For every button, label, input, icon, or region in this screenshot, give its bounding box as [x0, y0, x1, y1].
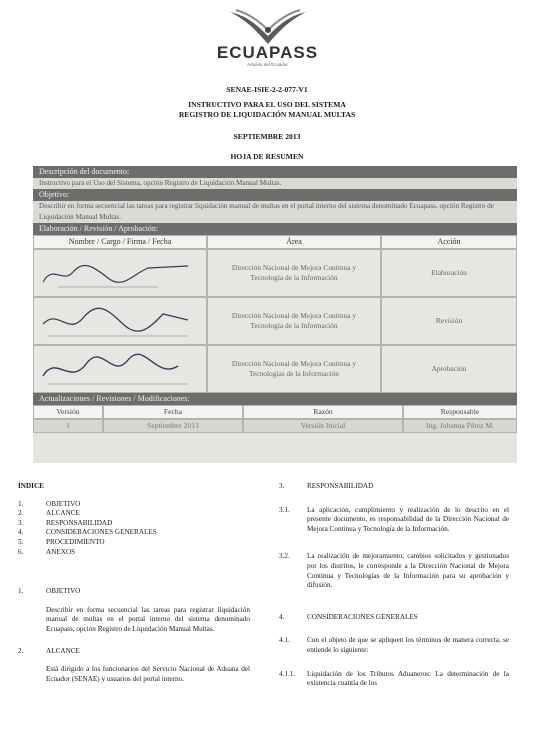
section-number: 1.: [18, 587, 24, 596]
index-title: ÍNDICE: [18, 482, 44, 490]
index-item-number: 3.: [18, 518, 24, 527]
index-item: [18, 519, 250, 529]
condor-icon: [228, 6, 308, 46]
section-objetivo-text: Describir en forma secuencial las tareas para registrar liquidación manual de multas en el portal interno del sistema denominado Ecuapass, opción Registro de Liquidación Manual Multas.: [46, 605, 250, 633]
column-header-responsible: Responsable: [403, 405, 517, 419]
column-header-name: Nombre / Cargo / Firma / Fecha: [33, 235, 207, 249]
index-item-label: RESPONSABILIDAD: [46, 518, 113, 527]
workflow-label: Elaboración / Revisión / Aprobación:: [33, 223, 517, 235]
section-responsabilidad-heading: [279, 482, 509, 492]
subsection-3-2: [279, 552, 509, 590]
logo-tagline: Aduana del Ecuador: [247, 62, 288, 67]
document-title-line1: INSTRUCTIVO PARA EL USO DEL SISTEMA: [188, 100, 346, 109]
section-title: OBJETIVO: [46, 587, 81, 596]
updates-label: Actualizaciones / Revisiones / Modificaciones:: [33, 393, 517, 405]
column-header-reason: Razón: [243, 405, 403, 419]
subsection-4-1-1: [279, 670, 509, 689]
handwritten-signature-icon: [38, 254, 198, 294]
signature-cell: [33, 345, 207, 393]
subsection-text: Liquidación de los Tributos Aduaneros: La determinación de la existencia cuantía de los: [307, 669, 509, 688]
objective-label: Objetivo:: [33, 189, 517, 201]
workflow-action-cell: Revisión: [381, 297, 517, 345]
section-number: 2.: [18, 646, 24, 655]
workflow-action-cell: Elaboración: [381, 249, 517, 297]
summary-heading: HOJA DE RESUMEN: [230, 152, 304, 161]
section-number: 3.: [279, 482, 285, 490]
subsection-number: 4.1.: [279, 636, 290, 645]
subsection-number: 3.2.: [279, 552, 290, 561]
section-number: 4.: [279, 612, 285, 621]
section-consideraciones-heading: [279, 613, 509, 623]
section-alcance-text: Está dirigido a los funcionarios del Servicio Nacional de Aduana del Ecuador (SENAE) y usuarios del portal interno.: [46, 665, 250, 683]
column-header-version: Versión: [33, 405, 103, 419]
index-item: [18, 528, 250, 538]
workflow-area-cell: Dirección Nacional de Mejora Continua y Tecnología de la Información: [207, 249, 381, 297]
right-column: [279, 482, 509, 689]
signature-cell: [33, 297, 207, 345]
workflow-table: [33, 235, 517, 393]
summary-table: [33, 166, 517, 463]
left-column: [18, 482, 250, 684]
index-item-label: ALCANCE: [46, 509, 80, 518]
document-code: SENAE-ISIE-2-2-077-V1: [226, 85, 308, 94]
signature-cell: [33, 249, 207, 297]
index-item-number: 4.: [18, 528, 24, 537]
index-item-number: 2.: [18, 509, 24, 518]
section-alcance-heading: [18, 647, 250, 657]
column-header-date: Fecha: [103, 405, 243, 419]
subsection-text: La aplicación, cumplimiento y realización de lo descrito en el presente documento, es responsabilidad de la Dirección Nacional de Mejora Continua y Tecnología de la Información.: [307, 505, 509, 533]
workflow-area-cell: Dirección Nacional de Mejora Continua y Tecnologías de la Información: [207, 345, 381, 393]
subsection-text: La realización de mejoramiento, cambios solicitados y gestionados por los distritos, le corresponde a la Dirección Nacional de Mejora Continua y Tecnologías de la Información para su aprobación y difusión.: [307, 552, 509, 590]
section-title: RESPONSABILIDAD: [307, 482, 374, 490]
index-item-label: OBJETIVO: [46, 499, 81, 508]
updates-table: [33, 405, 517, 433]
document-title-line2: REGISTRO DE LIQUIDACIÓN MANUAL MULTAS: [178, 110, 356, 119]
update-version-cell: 1: [33, 419, 103, 433]
description-label: Descripción del documento:: [33, 166, 517, 178]
index-list: [18, 500, 250, 558]
update-date-cell: Septiembre 2013: [103, 419, 243, 433]
workflow-area-cell: Dirección Nacional de Mejora Continua y Tecnología de la Información: [207, 297, 381, 345]
section-title: CONSIDERACIONES GENERALES: [307, 612, 418, 621]
index-item-label: ANEXOS: [46, 547, 76, 556]
handwritten-signature-icon: [38, 350, 198, 390]
index-item-number: 1.: [18, 499, 24, 508]
index-item: [18, 538, 250, 548]
column-header-action: Acción: [381, 235, 517, 249]
column-header-area: Área: [207, 235, 381, 249]
objective-text: Describir en forma secuencial las tareas para registrar liquidación manual de multas en el portal interno del sistema denominado Ecuapass, opción Registro de Liquidación Manual Multas.: [33, 201, 517, 223]
logo-wordmark: ECUAPASS: [216, 43, 319, 62]
update-responsible-cell: Ing. Johanna Pérez M.: [403, 419, 517, 433]
description-text: Instructivo para el Uso del Sistema, opción Registro de Liquidación Manual Multas.: [33, 178, 517, 189]
document-date: SEPTIEMBRE 2013: [233, 132, 301, 141]
handwritten-signature-icon: [38, 302, 198, 342]
subsection-text: Con el objeto de que se apliquen los términos de manera correcta, se entiende lo siguiente:: [307, 636, 509, 654]
section-title: ALCANCE: [46, 646, 80, 655]
ecuapass-logo: [215, 6, 320, 72]
section-objetivo-heading: [18, 587, 250, 597]
index-item-number: 6.: [18, 547, 24, 556]
index-item-number: 5.: [18, 537, 24, 546]
index-item-label: PROCEDIMIENTO: [46, 537, 105, 546]
index-item: [18, 500, 250, 510]
subsection-number: 4.1.1.: [279, 669, 296, 678]
index-item-label: CONSIDERACIONES GENERALES: [46, 528, 157, 537]
workflow-action-cell: Aprobación: [381, 345, 517, 393]
update-reason-cell: Versión Inicial: [243, 419, 403, 433]
index-item: [18, 548, 250, 558]
subsection-number: 3.1.: [279, 505, 290, 514]
index-item: [18, 509, 250, 519]
subsection-4-1: [279, 636, 509, 655]
subsection-3-1: [279, 506, 509, 535]
